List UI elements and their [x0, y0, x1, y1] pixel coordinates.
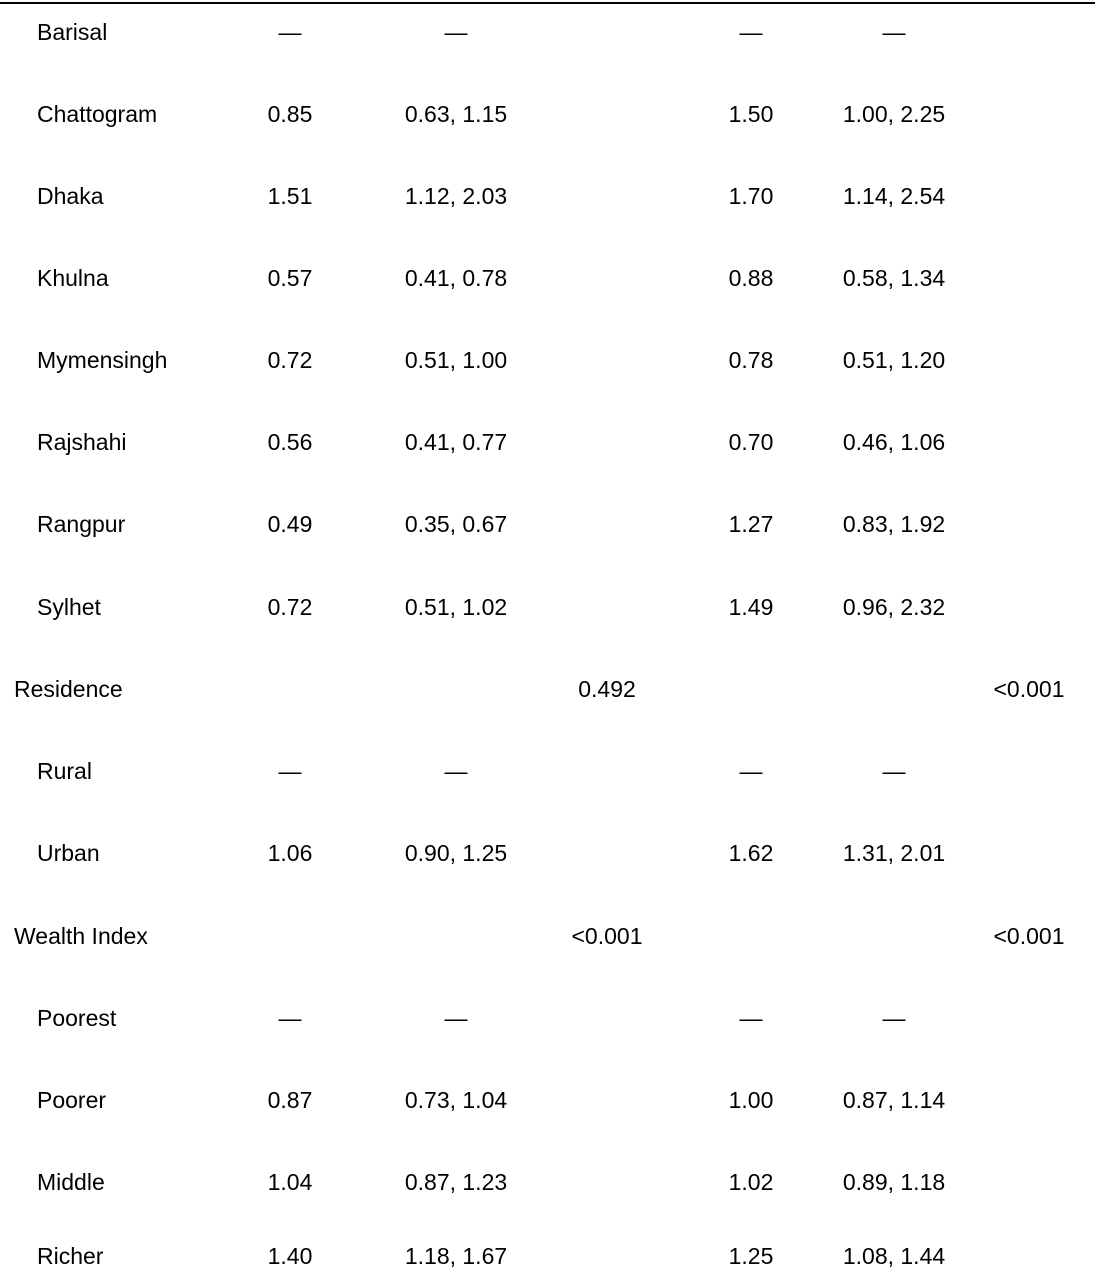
confidence-interval-model-2: 0.58, 1.34 [842, 265, 946, 291]
confidence-interval-model-1: 0.35, 0.67 [404, 511, 508, 537]
table-row-residence [0, 669, 1095, 709]
odds-ratio-model-1: 0.57 [267, 265, 313, 291]
table-top-rule [0, 2, 1095, 4]
table-row-wealth-index [0, 916, 1095, 956]
table-row-mymensingh [0, 340, 1095, 380]
table-row-richer [0, 1236, 1095, 1276]
confidence-interval-model-2: 0.89, 1.18 [842, 1169, 946, 1195]
odds-ratio-model-2: 1.49 [728, 594, 774, 620]
table-row-rural [0, 751, 1095, 791]
odds-ratio-model-2: — [739, 19, 763, 45]
odds-ratio-model-2: — [739, 758, 763, 784]
confidence-interval-model-1: — [444, 1005, 468, 1031]
odds-ratio-model-1: 0.85 [267, 101, 313, 127]
odds-ratio-model-2: 1.70 [728, 183, 774, 209]
confidence-interval-model-2: 1.08, 1.44 [842, 1243, 946, 1269]
odds-ratio-model-1: 1.06 [267, 840, 313, 866]
confidence-interval-model-2: 0.51, 1.20 [842, 347, 946, 373]
p-value-model-2: <0.001 [993, 923, 1065, 949]
table-row-poorer [0, 1080, 1095, 1120]
confidence-interval-model-1: — [444, 19, 468, 45]
row-label: Chattogram [37, 101, 158, 127]
odds-ratio-model-1: — [278, 19, 302, 45]
confidence-interval-model-2: — [882, 1005, 906, 1031]
odds-ratio-model-1: — [278, 1005, 302, 1031]
odds-ratio-model-2: 1.25 [728, 1243, 774, 1269]
row-label: Poorer [37, 1087, 107, 1113]
row-label: Rural [37, 758, 92, 784]
confidence-interval-model-2: — [882, 758, 906, 784]
confidence-interval-model-2: 0.83, 1.92 [842, 511, 946, 537]
odds-ratio-model-1: 1.04 [267, 1169, 313, 1195]
row-label: Barisal [37, 19, 108, 45]
table-row-sylhet [0, 587, 1095, 627]
p-value-model-1: 0.492 [578, 676, 636, 702]
odds-ratio-model-2: 1.00 [728, 1087, 774, 1113]
p-value-model-2: <0.001 [993, 676, 1065, 702]
confidence-interval-model-2: 0.87, 1.14 [842, 1087, 946, 1113]
odds-ratio-model-1: 1.51 [267, 183, 313, 209]
confidence-interval-model-1: 0.41, 0.78 [404, 265, 508, 291]
confidence-interval-model-2: 0.96, 2.32 [842, 594, 946, 620]
p-value-model-1: <0.001 [571, 923, 643, 949]
row-label: Dhaka [37, 183, 104, 209]
table-row-khulna [0, 258, 1095, 298]
odds-ratio-model-2: — [739, 1005, 763, 1031]
odds-ratio-model-1: 1.40 [267, 1243, 313, 1269]
table-row-rajshahi [0, 422, 1095, 462]
odds-ratio-model-1: 0.72 [267, 594, 313, 620]
row-label: Mymensingh [37, 347, 168, 373]
row-label: Wealth Index [14, 923, 148, 949]
row-label: Rangpur [37, 511, 126, 537]
odds-ratio-model-2: 0.88 [728, 265, 774, 291]
confidence-interval-model-2: 1.31, 2.01 [842, 840, 946, 866]
odds-ratio-model-2: 0.70 [728, 429, 774, 455]
odds-ratio-model-1: 0.72 [267, 347, 313, 373]
row-label: Poorest [37, 1005, 117, 1031]
odds-ratio-model-2: 1.27 [728, 511, 774, 537]
odds-ratio-model-2: 1.02 [728, 1169, 774, 1195]
odds-ratio-model-1: 0.56 [267, 429, 313, 455]
confidence-interval-model-1: 0.41, 0.77 [404, 429, 508, 455]
confidence-interval-model-2: 0.46, 1.06 [842, 429, 946, 455]
confidence-interval-model-1: — [444, 758, 468, 784]
row-label: Richer [37, 1243, 104, 1269]
odds-ratio-model-2: 1.62 [728, 840, 774, 866]
confidence-interval-model-1: 0.51, 1.00 [404, 347, 508, 373]
row-label: Residence [14, 676, 123, 702]
table-row-dhaka [0, 176, 1095, 216]
row-label: Urban [37, 840, 100, 866]
confidence-interval-model-2: 1.00, 2.25 [842, 101, 946, 127]
row-label: Sylhet [37, 594, 101, 620]
table-row-rangpur [0, 504, 1095, 544]
confidence-interval-model-1: 1.12, 2.03 [404, 183, 508, 209]
row-label: Middle [37, 1169, 105, 1195]
confidence-interval-model-1: 0.90, 1.25 [404, 840, 508, 866]
confidence-interval-model-1: 0.87, 1.23 [404, 1169, 508, 1195]
confidence-interval-model-1: 0.51, 1.02 [404, 594, 508, 620]
row-label: Khulna [37, 265, 109, 291]
table-row-middle [0, 1162, 1095, 1202]
confidence-interval-model-2: 1.14, 2.54 [842, 183, 946, 209]
table-row-barisal [0, 12, 1095, 52]
row-label: Rajshahi [37, 429, 127, 455]
confidence-interval-model-1: 1.18, 1.67 [404, 1243, 508, 1269]
confidence-interval-model-2: — [882, 19, 906, 45]
confidence-interval-model-1: 0.63, 1.15 [404, 101, 508, 127]
odds-ratio-model-1: 0.87 [267, 1087, 313, 1113]
table-row-urban [0, 833, 1095, 873]
odds-ratio-model-2: 1.50 [728, 101, 774, 127]
odds-ratio-model-1: — [278, 758, 302, 784]
confidence-interval-model-1: 0.73, 1.04 [404, 1087, 508, 1113]
table-row-chattogram [0, 94, 1095, 134]
odds-ratio-model-2: 0.78 [728, 347, 774, 373]
odds-ratio-model-1: 0.49 [267, 511, 313, 537]
table-row-poorest [0, 998, 1095, 1038]
